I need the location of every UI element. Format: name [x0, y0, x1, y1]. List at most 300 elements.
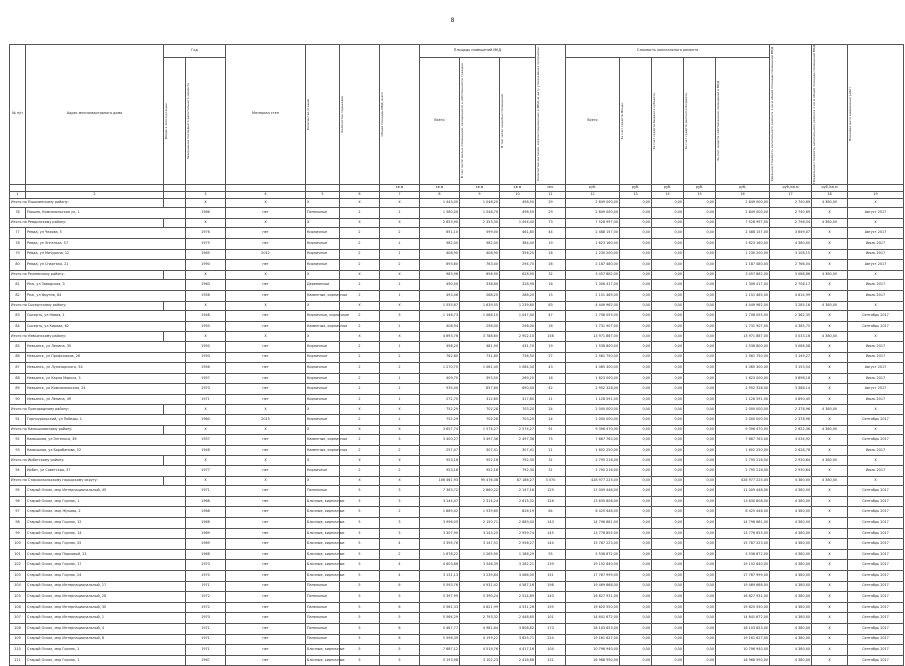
- table-cell: 493,46: [420, 290, 460, 301]
- table-cell: X: [812, 466, 848, 477]
- table-cell: X: [306, 456, 340, 466]
- table-cell: нет: [226, 290, 306, 301]
- table-row: [10, 352, 904, 363]
- table-cell: 2 488 157,00: [716, 228, 770, 239]
- table-cell: 17 767 999,00: [716, 570, 770, 581]
- table-cell: 2 416,88: [500, 655, 536, 666]
- table-cell: 4 621,99: [460, 602, 500, 613]
- col-entrances: Количество подъездов: [340, 45, 380, 185]
- table-cell: 5: [340, 539, 380, 550]
- table-cell: 1971: [186, 486, 226, 497]
- table-cell: 1 623 000,00: [566, 373, 620, 384]
- table-cell: 143: [536, 518, 566, 529]
- table-cell: 0,00: [652, 486, 684, 497]
- table-cell: 90: [10, 394, 26, 405]
- table-cell: 24: [536, 405, 566, 415]
- table-cell: 2 930,64: [770, 466, 812, 477]
- table-cell: 1 731 907,00: [566, 321, 620, 332]
- table-cell: 269,20: [500, 373, 536, 384]
- table-cell: Блочные, кирпичные: [306, 507, 340, 518]
- table-cell: Кирпичные, кирпичные: [306, 311, 340, 322]
- table-cell: 4: [380, 539, 420, 550]
- address-cell: Невьянск, ул Комсомольская, 24: [26, 384, 186, 395]
- table-cell: 2 488 157,00: [566, 228, 620, 239]
- table-cell: 0,00: [620, 476, 652, 486]
- table-cell: 4 693,76: [420, 332, 460, 342]
- table-cell: 104: [10, 581, 26, 592]
- table-cell: 0,00: [684, 208, 716, 219]
- table-cell: 0,00: [684, 528, 716, 539]
- table-cell: нет: [226, 634, 306, 645]
- table-cell: 0,00: [652, 228, 684, 239]
- table-cell: 3 395,76: [420, 539, 460, 550]
- table-cell: 195: [536, 602, 566, 613]
- table-cell: 2: [340, 435, 380, 446]
- table-cell: 0,00: [652, 425, 684, 435]
- table-cell: 5: [380, 645, 420, 656]
- table-cell: нет: [226, 486, 306, 497]
- table-cell: 3 033,16: [770, 332, 812, 342]
- table-cell: 0,00: [620, 518, 652, 529]
- column-index-cell: 8: [420, 191, 460, 198]
- table-cell: 0,00: [652, 445, 684, 456]
- address-cell: Реж, ул Заводская, 3: [26, 280, 186, 291]
- table-cell: 5: [340, 518, 380, 529]
- table-cell: 88: [10, 373, 26, 384]
- col-year-built: Ввода в эксплуатацию: [164, 58, 186, 185]
- table-cell: 2: [380, 260, 420, 271]
- table-row: [10, 238, 904, 249]
- table-cell: Сентябрь 2017: [848, 311, 904, 322]
- table-cell: Сентябрь 2017: [848, 655, 904, 666]
- table-cell: 1: [380, 208, 420, 219]
- table-cell: 3 144,47: [420, 496, 460, 507]
- table-cell: X: [812, 602, 848, 613]
- table-cell: Блочные, кирпичные: [306, 528, 340, 539]
- subtotal-label: Итого по Ревдинскому району:: [10, 218, 164, 228]
- table-cell: 4 380,00: [812, 270, 848, 280]
- table-cell: 703,20: [500, 415, 536, 426]
- table-cell: 5: [340, 623, 380, 634]
- table-cell: 89: [10, 384, 26, 395]
- subtotal-row: [10, 405, 904, 415]
- col-area-residential: В том числе жилых помещений, находящихся в собственности граждан: [460, 58, 500, 185]
- table-cell: 490,50: [420, 280, 460, 291]
- table-row: [10, 518, 904, 529]
- table-cell: 0,00: [684, 290, 716, 301]
- table-cell: 109: [10, 634, 26, 645]
- table-cell: 0,00: [684, 425, 716, 435]
- table-cell: 2 574,27: [500, 425, 536, 435]
- table-cell: 5 561,33: [420, 602, 460, 613]
- table-cell: 24: [536, 415, 566, 426]
- table-cell: 99: [10, 528, 26, 539]
- table-cell: 4 931,42: [460, 581, 500, 592]
- table-cell: 11: [536, 394, 566, 405]
- table-cell: 3: [380, 435, 420, 446]
- table-cell: 1968: [186, 549, 226, 560]
- table-cell: 2 362,35: [770, 311, 812, 322]
- table-cell: 2: [340, 208, 380, 219]
- table-cell: 2: [340, 321, 380, 332]
- table-cell: 0,00: [652, 560, 684, 571]
- table-cell: 5: [340, 634, 380, 645]
- table-cell: 16: [536, 249, 566, 260]
- table-cell: 11 009 448,00: [716, 486, 770, 497]
- table-cell: 792,30: [500, 466, 536, 477]
- address-cell: Старый Оскол, мкр Горняк, 25: [26, 539, 186, 550]
- table-cell: 145: [536, 528, 566, 539]
- table-cell: нет: [226, 311, 306, 322]
- table-cell: 0,00: [684, 570, 716, 581]
- table-cell: 0,00: [652, 592, 684, 603]
- table-cell: Сентябрь 2017: [848, 613, 904, 624]
- table-cell: 752,29: [420, 405, 460, 415]
- table-cell: 6: [380, 634, 420, 645]
- table-cell: X: [812, 228, 848, 239]
- column-index-cell: [164, 191, 186, 198]
- table-cell: 0,00: [684, 581, 716, 592]
- table-cell: 0,00: [620, 301, 652, 311]
- table-cell: 4 380,00: [812, 218, 848, 228]
- column-index-cell: 14: [652, 191, 684, 198]
- table-cell: 0,00: [684, 238, 716, 249]
- table-cell: 0,00: [684, 332, 716, 342]
- table-cell: 762,80: [420, 352, 460, 363]
- table-body: [10, 191, 904, 666]
- address-cell: Старый Оскол, мкр Интернациональный, 17: [26, 581, 186, 592]
- table-row: [10, 613, 904, 624]
- table-cell: 2: [380, 352, 420, 363]
- table-cell: 1 088,10: [460, 311, 500, 322]
- table-cell: 1: [380, 373, 420, 384]
- table-cell: 0,00: [620, 208, 652, 219]
- table-cell: X: [186, 476, 226, 486]
- table-cell: 702,28: [460, 405, 500, 415]
- table-cell: 3 457 882,00: [566, 270, 620, 280]
- table-cell: 0,00: [684, 363, 716, 374]
- table-cell: 9 396 470,00: [566, 425, 620, 435]
- table-cell: 0,00: [620, 332, 652, 342]
- table-cell: 16 968 590,00: [716, 655, 770, 666]
- table-cell: X: [226, 270, 306, 280]
- table-cell: нет: [226, 238, 306, 249]
- table-cell: 2 448,65: [500, 613, 536, 624]
- table-cell: 2 860,22: [460, 486, 500, 497]
- table-cell: 18 103 653,00: [566, 623, 620, 634]
- table-cell: 2 766,04: [770, 260, 812, 271]
- column-index-cell: 12: [566, 191, 620, 198]
- table-cell: X: [812, 311, 848, 322]
- table-cell: 257,47: [420, 445, 460, 456]
- table-cell: Кирпичные: [306, 238, 340, 249]
- table-cell: 0,00: [620, 198, 652, 208]
- table-cell: 0,00: [684, 405, 716, 415]
- table-cell: 5: [340, 560, 380, 571]
- table-cell: 0,00: [620, 486, 652, 497]
- table-cell: 7 667 763,00: [716, 435, 770, 446]
- table-cell: 16 827 931,00: [716, 592, 770, 603]
- table-cell: 2 628,78: [770, 445, 812, 456]
- unit-rub: руб.: [716, 184, 770, 191]
- table-cell: 87 186,27: [500, 476, 536, 486]
- table-cell: X: [812, 486, 848, 497]
- table-cell: 16: [536, 280, 566, 291]
- table-cell: Блочные, кирпичные: [306, 645, 340, 656]
- table-cell: 31: [536, 456, 566, 466]
- table-cell: 4 380,00: [770, 518, 812, 529]
- table-cell: Кирпичные: [306, 352, 340, 363]
- table-cell: X: [226, 301, 306, 311]
- table-cell: 312,60: [460, 394, 500, 405]
- table-cell: Панельные: [306, 486, 340, 497]
- table-cell: 3 086,00: [500, 570, 536, 581]
- table-cell: 736,50: [500, 352, 536, 363]
- table-cell: 0,00: [652, 466, 684, 477]
- table-cell: 3 996,05: [420, 518, 460, 529]
- table-cell: 1970: [186, 570, 226, 581]
- page-number: 8: [450, 17, 455, 24]
- table-cell: 4 065 300,00: [566, 363, 620, 374]
- table-cell: 0,00: [620, 249, 652, 260]
- table-cell: 2 561 750,00: [716, 352, 770, 363]
- table-cell: 4 449 962,00: [566, 301, 620, 311]
- table-cell: 0,00: [652, 518, 684, 529]
- address-cell: Невьянск, ул Ленина, 35: [26, 341, 186, 352]
- table-cell: 4 380,00: [770, 581, 812, 592]
- table-cell: 0,00: [652, 341, 684, 352]
- table-cell: Панельные: [306, 581, 340, 592]
- unit-m2: кв.м: [420, 184, 460, 191]
- table-cell: X: [812, 249, 848, 260]
- table-cell: 2 378,96: [770, 415, 812, 426]
- table-cell: 2: [340, 260, 380, 271]
- table-cell: 86: [10, 352, 26, 363]
- table-cell: 0,00: [620, 218, 652, 228]
- table-cell: Каменные, кирпичные: [306, 435, 340, 446]
- column-index-cell: 15: [684, 191, 716, 198]
- table-cell: X: [812, 518, 848, 529]
- table-cell: нет: [226, 435, 306, 446]
- table-cell: 2 795 216,00: [566, 456, 620, 466]
- unit-m2: кв.м: [380, 184, 420, 191]
- unit-m2: кв.м: [500, 184, 536, 191]
- table-cell: 0,00: [620, 560, 652, 571]
- table-cell: 0,00: [620, 270, 652, 280]
- table-cell: 3 546,39: [460, 560, 500, 571]
- table-row: [10, 466, 904, 477]
- table-cell: 0,00: [620, 528, 652, 539]
- table-cell: 75: [536, 435, 566, 446]
- table-cell: 224: [536, 634, 566, 645]
- unit-rub: руб.: [652, 184, 684, 191]
- table-cell: X: [812, 394, 848, 405]
- table-cell: X: [848, 425, 904, 435]
- table-cell: X: [812, 592, 848, 603]
- table-cell: 0,00: [652, 613, 684, 624]
- table-cell: 55: [536, 549, 566, 560]
- table-cell: 5: [380, 655, 420, 666]
- table-cell: 0,00: [684, 218, 716, 228]
- table-cell: X: [812, 238, 848, 249]
- table-cell: 100: [10, 539, 26, 550]
- table-cell: X: [340, 425, 380, 435]
- table-cell: 140: [536, 592, 566, 603]
- table-cell: 4 981,84: [460, 623, 500, 634]
- table-cell: X: [186, 198, 226, 208]
- table-cell: 5: [340, 592, 380, 603]
- table-cell: 5: [380, 613, 420, 624]
- table-cell: 461,80: [500, 228, 536, 239]
- table-cell: 0,00: [684, 394, 716, 405]
- table-cell: 481,90: [460, 341, 500, 352]
- subtotal-label: Итого по Старооскольскому городскому округу:: [10, 476, 164, 486]
- table-cell: 3 534,92: [770, 435, 812, 446]
- table-row: [10, 507, 904, 518]
- table-row: [10, 394, 904, 405]
- table-cell: 983,96: [420, 270, 460, 280]
- table-cell: 307,41: [460, 445, 500, 456]
- table-cell: Каменные, кирпичные: [306, 445, 340, 456]
- table-cell: 703,20: [500, 405, 536, 415]
- table-cell: 5: [340, 581, 380, 592]
- table-cell: 14 641 672,00: [716, 613, 770, 624]
- table-cell: 4 380,00: [812, 198, 848, 208]
- table-cell: [164, 301, 186, 311]
- table-cell: X: [812, 634, 848, 645]
- table-cell: 1 623 160,00: [566, 238, 620, 249]
- table-cell: 2 902,10: [500, 332, 536, 342]
- table-cell: 2: [340, 384, 380, 395]
- table-cell: X: [380, 218, 420, 228]
- table-cell: 2 622,36: [770, 425, 812, 435]
- table-cell: X: [340, 332, 380, 342]
- table-cell: 2 889,40: [500, 518, 536, 529]
- table-cell: 139: [536, 560, 566, 571]
- table-cell: 498,50: [500, 208, 536, 219]
- table-cell: 1985: [186, 249, 226, 260]
- table-cell: 0,00: [620, 634, 652, 645]
- table-cell: 1960: [186, 280, 226, 291]
- table-cell: 1 061,40: [460, 363, 500, 374]
- table-cell: 2: [340, 466, 380, 477]
- table-cell: X: [306, 218, 340, 228]
- table-cell: 2 615,32: [500, 496, 536, 507]
- table-cell: 2 952 328,00: [566, 384, 620, 395]
- table-cell: 0,00: [652, 528, 684, 539]
- address-cell: Старый Оскол, мкр Горняк, 1: [26, 496, 186, 507]
- col-specific-cost: Удельная стоимость капитального ремонта 1 кв.м общей площади помещений МКД: [770, 45, 812, 185]
- table-cell: 307,41: [500, 445, 536, 456]
- table-cell: 14 796 681,00: [716, 518, 770, 529]
- table-cell: 3 457 882,00: [716, 270, 770, 280]
- table-cell: 5: [340, 496, 380, 507]
- table-cell: Август 2017: [848, 228, 904, 239]
- table-row: [10, 486, 904, 497]
- address-cell: Старый Оскол, мкр Горняк, 1: [26, 645, 186, 656]
- table-cell: 8 425 448,00: [566, 507, 620, 518]
- table-cell: 328,90: [500, 280, 536, 291]
- table-cell: нет: [226, 655, 306, 666]
- table-cell: 1 731 907,00: [716, 321, 770, 332]
- table-row: [10, 260, 904, 271]
- table-cell: 21: [536, 445, 566, 456]
- table-cell: 0,00: [684, 645, 716, 656]
- table-cell: 0,00: [684, 655, 716, 666]
- table-cell: Кирпичные: [306, 384, 340, 395]
- table-cell: 14 641 672,00: [566, 613, 620, 624]
- table-row: [10, 280, 904, 291]
- table-cell: 288,20: [500, 290, 536, 301]
- table-cell: 2 000 000,00: [566, 415, 620, 426]
- table-cell: 1 048,20: [460, 198, 500, 208]
- table-row: [10, 549, 904, 560]
- table-cell: 0,00: [620, 238, 652, 249]
- table-cell: Кирпичные: [306, 394, 340, 405]
- table-cell: 5 467,77: [420, 623, 460, 634]
- table-cell: 2 314,24: [460, 496, 500, 507]
- table-cell: 1948: [186, 311, 226, 322]
- table-cell: Июль 2017: [848, 445, 904, 456]
- table-cell: 1: [380, 415, 420, 426]
- table-cell: 1990: [186, 260, 226, 271]
- table-cell: 1 443,00: [420, 198, 460, 208]
- table-cell: Сентябрь 2017: [848, 623, 904, 634]
- table-cell: 792,30: [500, 456, 536, 466]
- address-cell: Невьянск, ул Луначарского, 54: [26, 363, 186, 374]
- table-cell: 13 776 855,00: [716, 528, 770, 539]
- table-cell: Июль 2017: [848, 466, 904, 477]
- table-cell: X: [340, 270, 380, 280]
- table-cell: 4 380,00: [770, 528, 812, 539]
- table-cell: 79: [10, 249, 26, 260]
- table-row: [10, 645, 904, 656]
- table-cell: 1 580,00: [420, 208, 460, 219]
- table-cell: 1971: [186, 645, 226, 656]
- table-cell: 13 971 867,00: [716, 332, 770, 342]
- table-cell: 1 270,70: [420, 363, 460, 374]
- table-cell: 4: [380, 570, 420, 581]
- table-cell: 108: [10, 623, 26, 634]
- table-cell: 1 639,55: [460, 301, 500, 311]
- table-cell: Сентябрь 2017: [848, 321, 904, 332]
- table-cell: Июль 2017: [848, 394, 904, 405]
- table-cell: 19 620 550,00: [716, 602, 770, 613]
- table-cell: 4 417,16: [500, 645, 536, 656]
- table-cell: 0,00: [684, 613, 716, 624]
- table-cell: 0,00: [652, 405, 684, 415]
- table-cell: X: [812, 280, 848, 291]
- table-cell: 91: [10, 415, 26, 426]
- table-cell: X: [848, 476, 904, 486]
- table-cell: Август 2017: [848, 363, 904, 374]
- table-cell: 0,00: [620, 373, 652, 384]
- subtotal-label: Итого по Пригородному району:: [10, 405, 164, 415]
- table-cell: 2015: [226, 415, 306, 426]
- address-cell: Старый Оскол, мкр Интернациональный, 30: [26, 602, 186, 613]
- subtotal-row: [10, 476, 904, 486]
- col-area-all: Всего: [420, 58, 460, 185]
- table-cell: 2 150,71: [460, 518, 500, 529]
- table-cell: Сентябрь 2017: [848, 592, 904, 603]
- table-cell: Сентябрь 2017: [848, 435, 904, 446]
- table-cell: 0,00: [684, 549, 716, 560]
- table-cell: 0,00: [652, 496, 684, 507]
- address-cell: Старый Оскол, мкр Интернациональный, 28: [26, 592, 186, 603]
- table-cell: 3 400,27: [420, 435, 460, 446]
- table-cell: 4 380,00: [770, 623, 812, 634]
- col-total-area: Общая площадь МКД, всего: [380, 45, 420, 185]
